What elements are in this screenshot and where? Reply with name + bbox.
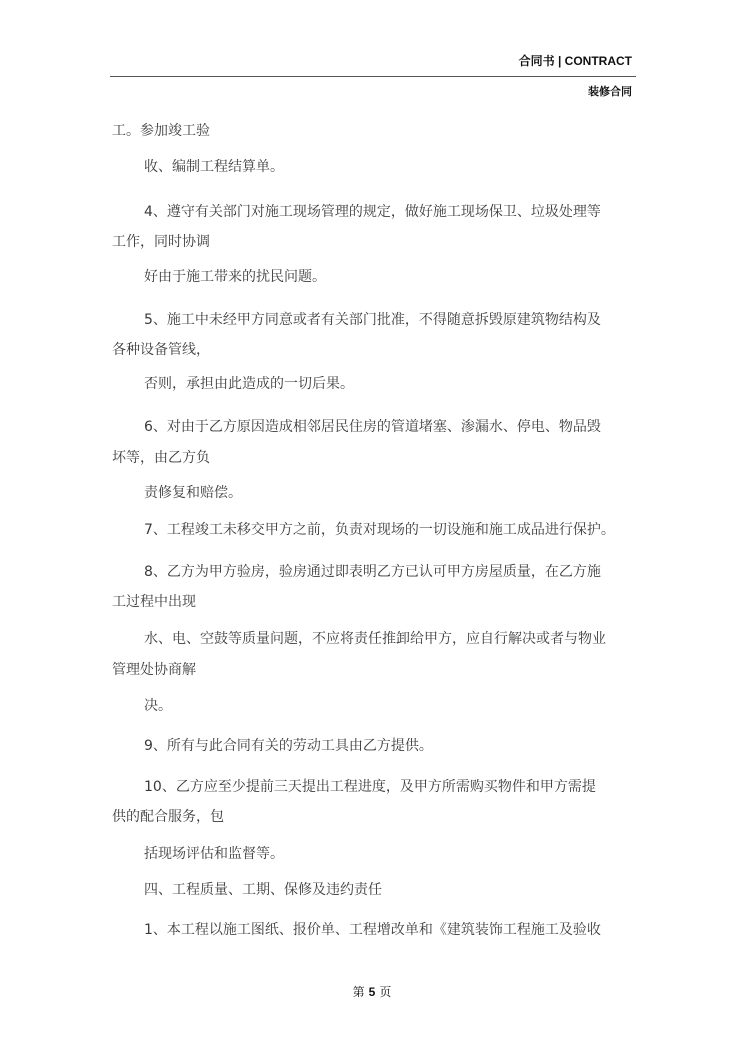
page-number-value: 5 xyxy=(368,985,376,999)
text-line: 水、电、空鼓等质量问题，不应将责任推卸给甲方，应自行解决或者与物业 xyxy=(144,631,606,647)
text-line: 各种设备管线， xyxy=(112,342,210,358)
text-line: 6、对由于乙方原因造成相邻居民住房的管道堵塞、渗漏水、停电、物品毁 xyxy=(144,419,601,435)
text-line: 4、遵守有关部门对施工现场管理的规定，做好施工现场保卫、垃圾处理等 xyxy=(144,204,601,220)
text-line: 5、施工中未经甲方同意或者有关部门批准，不得随意拆毁原建筑物结构及 xyxy=(144,312,601,328)
text-line: 责修复和赔偿。 xyxy=(144,485,242,501)
text-line: 8、乙方为甲方验房，验房通过即表明乙方已认可甲方房屋质量，在乙方施 xyxy=(144,564,601,580)
text-line: 好由于施工带来的扰民问题。 xyxy=(144,269,326,285)
text-line: 括现场评估和监督等。 xyxy=(144,846,284,862)
text-line: 四、工程质量、工期、保修及违约责任 xyxy=(144,882,382,898)
header-title: 合同书 | CONTRACT xyxy=(518,54,632,68)
text-line: 工。参加竣工验 xyxy=(112,123,210,139)
text-line: 工作，同时协调 xyxy=(112,234,210,250)
text-line: 坏等，由乙方负 xyxy=(112,450,210,466)
text-line: 1、本工程以施工图纸、报价单、工程增改单和《建筑装饰工程施工及验收 xyxy=(144,922,601,938)
text-line: 收、编制工程结算单。 xyxy=(144,159,284,175)
text-line: 供的配合服务，包 xyxy=(112,809,224,825)
text-line: 管理处协商解 xyxy=(112,662,196,678)
text-line: 决。 xyxy=(144,698,172,714)
text-line: 9、所有与此合同有关的劳动工具由乙方提供。 xyxy=(144,738,433,754)
text-line: 工过程中出现 xyxy=(112,594,196,610)
page-number-suffix: 页 xyxy=(379,985,392,999)
text-line: 10、乙方应至少提前三天提出工程进度，及甲方所需购买物件和甲方需提 xyxy=(144,779,596,795)
text-line: 7、工程竣工未移交甲方之前，负责对现场的一切设施和施工成品进行保护。 xyxy=(144,522,615,538)
page-number xyxy=(0,983,744,1000)
text-line: 否则，承担由此造成的一切后果。 xyxy=(144,376,354,392)
page-number-prefix: 第 xyxy=(352,985,365,999)
header-subtitle: 装修合同 xyxy=(588,85,632,98)
